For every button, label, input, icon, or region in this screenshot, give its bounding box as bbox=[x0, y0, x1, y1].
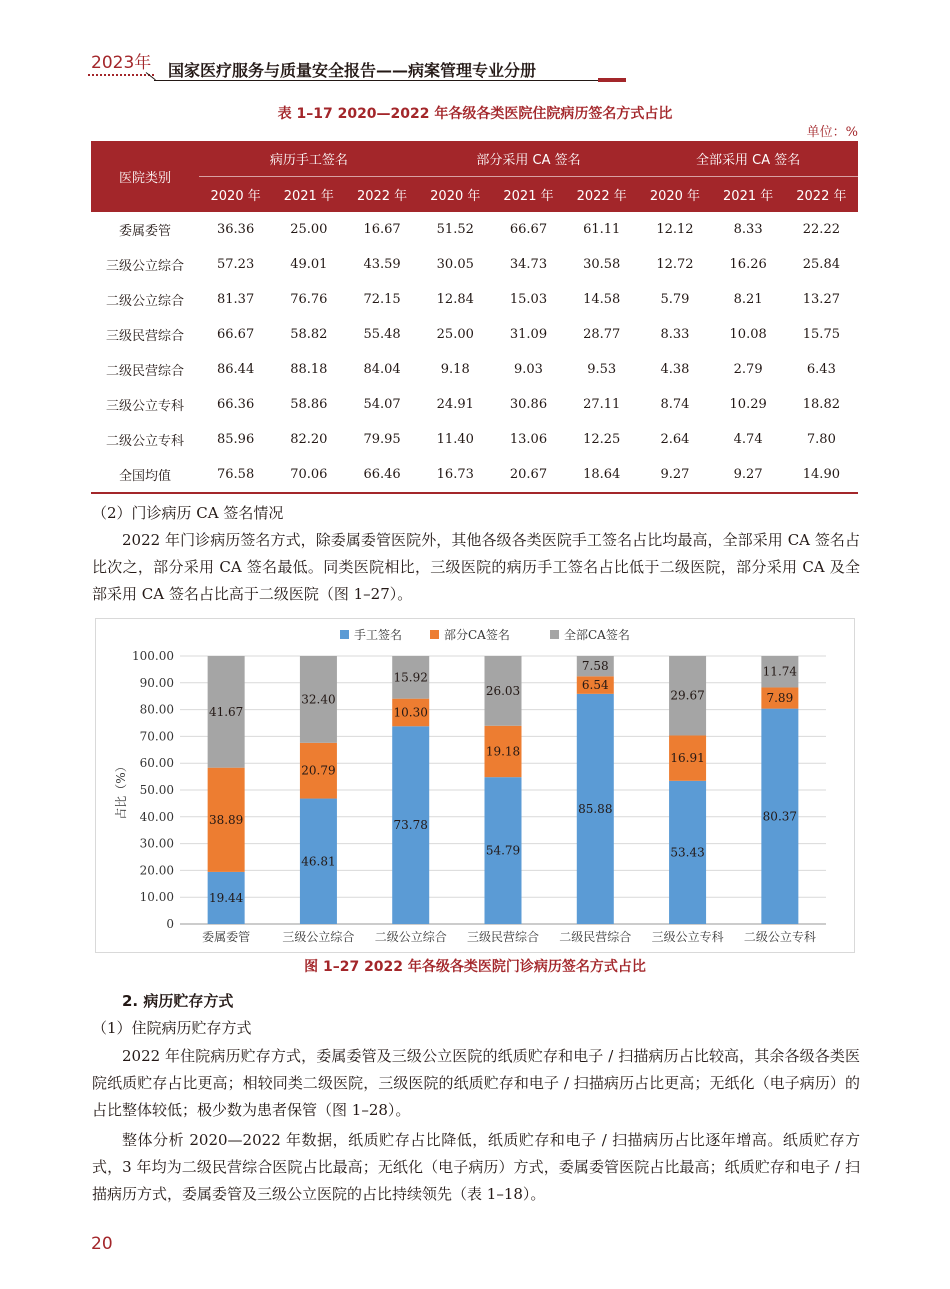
table-row-label: 委属委管 bbox=[118, 224, 171, 239]
table-cell: 79.95 bbox=[363, 432, 401, 447]
table-row bbox=[91, 422, 858, 457]
stacked-bar-chart bbox=[95, 618, 855, 953]
y-tick-label: 0 bbox=[166, 917, 174, 931]
data-label: 38.89 bbox=[208, 812, 244, 827]
x-tick-label: 三级公立综合 bbox=[282, 930, 355, 944]
data-label: 80.37 bbox=[762, 809, 798, 824]
table-header-year: 2021 年 bbox=[492, 177, 565, 213]
section-heading: （2）门诊病历 CA 签名情况 bbox=[92, 504, 284, 522]
table-cell: 5.79 bbox=[660, 292, 690, 307]
table-cell: 57.23 bbox=[217, 257, 255, 272]
table-row bbox=[91, 387, 858, 422]
table-cell: 27.11 bbox=[583, 397, 621, 412]
table-cell: 8.33 bbox=[733, 222, 763, 237]
table-cell: 11.40 bbox=[436, 432, 474, 447]
data-label: 20.79 bbox=[301, 763, 336, 778]
table-cell: 20.67 bbox=[492, 457, 565, 493]
section2-paragraph-2: 整体分析 2020—2022 年数据，纸质贮存占比降低，纸质贮存和电子 / 扫描病历占比逐年增高。纸质贮存方式，3 年均为二级民营综合医院占比最高；无纸化（电子病历）方式，委属委管医院占比最高；纸质贮存和电子 / 扫描病历方式，委属委管及三级公立医院的占比持续领先（表 1–18）。 bbox=[92, 1131, 860, 1203]
table-cell: 70.06 bbox=[272, 457, 345, 493]
data-label: 19.18 bbox=[485, 744, 521, 759]
table-cell: 25.84 bbox=[802, 257, 840, 272]
table-cell: 4.74 bbox=[733, 432, 763, 447]
table-cell: 14.58 bbox=[583, 292, 621, 307]
table-cell: 9.27 bbox=[712, 457, 785, 493]
data-label: 6.54 bbox=[581, 678, 609, 693]
table-cell: 51.52 bbox=[436, 222, 474, 237]
legend-label: 全部CA签名 bbox=[564, 628, 630, 642]
table-cell: 85.96 bbox=[217, 432, 255, 447]
table-cell: 81.37 bbox=[217, 292, 255, 307]
table-row-label: 二级民营综合 bbox=[105, 364, 184, 379]
table-cell: 30.58 bbox=[583, 257, 621, 272]
table-cell: 9.03 bbox=[514, 362, 543, 377]
y-tick-label: 100.00 bbox=[132, 649, 174, 663]
y-tick-label: 50.00 bbox=[139, 783, 174, 797]
chart-caption: 图 1–27 2022 年各级各类医院门诊病历签名方式占比 bbox=[304, 959, 646, 975]
table-cell: 58.86 bbox=[290, 397, 328, 412]
table-header-year: 2022 年 bbox=[785, 177, 858, 213]
table-row-label: 二级公立综合 bbox=[105, 294, 184, 309]
table-cell: 10.29 bbox=[729, 397, 767, 412]
table-cell: 84.04 bbox=[363, 362, 401, 377]
y-axis-label: 占比（%） bbox=[114, 760, 128, 820]
y-tick-label: 20.00 bbox=[139, 863, 174, 878]
table-cell: 6.43 bbox=[806, 362, 836, 377]
table-cell: 4.38 bbox=[660, 362, 690, 377]
table-row bbox=[91, 212, 858, 247]
data-label: 41.67 bbox=[208, 704, 244, 719]
table-cell: 43.59 bbox=[363, 257, 401, 272]
table-header-year: 2020 年 bbox=[638, 177, 711, 213]
y-tick-label: 30.00 bbox=[139, 836, 174, 851]
y-tick-label: 70.00 bbox=[139, 729, 174, 744]
table-header-year: 2022 年 bbox=[345, 177, 418, 213]
x-tick-label: 二级民营综合 bbox=[559, 930, 632, 944]
table-cell: 28.77 bbox=[583, 327, 621, 342]
data-label: 54.79 bbox=[485, 843, 521, 858]
data-label: 26.03 bbox=[485, 683, 521, 698]
legend-swatch bbox=[340, 630, 349, 639]
table-cell: 9.53 bbox=[587, 362, 617, 377]
table-cell: 72.15 bbox=[363, 292, 401, 307]
data-label: 11.74 bbox=[762, 664, 798, 679]
table-cell: 82.20 bbox=[290, 432, 328, 447]
table-row-label: 二级公立专科 bbox=[105, 434, 184, 449]
y-tick-label: 60.00 bbox=[139, 756, 174, 771]
table-cell: 2.64 bbox=[660, 432, 690, 447]
signature-table bbox=[91, 141, 858, 494]
table-cell: 25.00 bbox=[290, 222, 328, 237]
table-header-year: 2020 年 bbox=[419, 177, 492, 213]
table-row bbox=[91, 247, 858, 282]
header-dotted-rule bbox=[88, 74, 154, 76]
table-cell: 15.75 bbox=[802, 327, 840, 342]
table-row-label: 三级公立专科 bbox=[105, 399, 184, 414]
table-cell: 30.86 bbox=[509, 397, 548, 412]
table-cell: 12.25 bbox=[583, 432, 621, 447]
table-header-group: 部分采用 CA 签名 bbox=[419, 141, 639, 177]
table-row-label: 全国均值 bbox=[91, 457, 199, 493]
table-cell: 12.84 bbox=[436, 292, 474, 307]
data-label: 15.92 bbox=[393, 670, 428, 685]
y-tick-label: 80.00 bbox=[139, 702, 174, 717]
table-cell: 58.82 bbox=[290, 327, 328, 342]
table-caption: 表 1–17 2020—2022 年各级各类医院住院病历签名方式占比 bbox=[277, 106, 673, 122]
table-cell: 16.26 bbox=[729, 257, 767, 272]
section2-heading: 2. 病历贮存方式 bbox=[122, 992, 234, 1010]
table-cell: 66.67 bbox=[509, 222, 548, 237]
table-cell: 55.48 bbox=[363, 327, 401, 342]
data-label: 10.30 bbox=[393, 705, 428, 720]
table-cell: 24.91 bbox=[436, 397, 474, 412]
table-cell: 66.46 bbox=[345, 457, 418, 493]
table-header-group: 病历手工签名 bbox=[199, 141, 419, 177]
table-cell: 49.01 bbox=[290, 257, 328, 272]
table-cell: 12.12 bbox=[656, 222, 694, 237]
y-tick-label: 90.00 bbox=[139, 675, 174, 690]
table-cell: 7.80 bbox=[806, 432, 836, 447]
table-cell: 16.73 bbox=[419, 457, 492, 493]
table-cell: 16.67 bbox=[363, 222, 401, 237]
data-label: 19.44 bbox=[208, 890, 244, 905]
table-cell: 61.11 bbox=[583, 222, 621, 237]
x-tick-label: 二级公立综合 bbox=[374, 930, 447, 944]
x-tick-label: 三级公立专科 bbox=[651, 930, 724, 944]
x-tick-label: 三级民营综合 bbox=[466, 930, 540, 944]
table-row bbox=[91, 352, 858, 387]
data-label: 16.91 bbox=[670, 751, 705, 766]
table-cell: 13.27 bbox=[802, 292, 840, 307]
table-row-label: 三级公立综合 bbox=[105, 259, 184, 274]
table-cell: 8.21 bbox=[733, 292, 763, 307]
table-cell: 30.05 bbox=[436, 257, 474, 272]
table-cell: 66.36 bbox=[217, 397, 255, 412]
table-row bbox=[91, 317, 858, 352]
section2-paragraph-1: 2022 年住院病历贮存方式，委属委管及三级公立医院的纸质贮存和电子 / 扫描病历占比较高，其余各级各类医院纸质贮存占比更高；相较同类二级医院，三级医院的纸质贮存和电子 / 扫描病历占比更高；无纸化（电子病历）的占比整体较低；极少数为患者保管（图 1–28）。 bbox=[92, 1047, 860, 1119]
table-header-category: 医院类别 bbox=[91, 141, 199, 212]
table-cell: 22.22 bbox=[802, 222, 840, 237]
table-unit: 单位：% bbox=[806, 125, 858, 140]
table-header-year: 2021 年 bbox=[712, 177, 785, 213]
table-cell: 88.18 bbox=[290, 362, 328, 377]
table-cell: 8.74 bbox=[660, 397, 690, 412]
section-paragraph: 2022 年门诊病历签名方式，除委属委管医院外，其他各级各类医院手工签名占比均最高，全部采用 CA 签名占比次之，部分采用 CA 签名最低。同类医院相比，三级医院的病历手工签名占比低于二级医院，部分采用 CA 及全部采用 CA 签名占比高于二级医院（图 1–27）。 bbox=[92, 531, 860, 603]
table-cell: 9.18 bbox=[440, 362, 470, 377]
table-cell: 25.00 bbox=[436, 327, 474, 342]
data-label: 29.67 bbox=[670, 688, 705, 703]
table-header-group: 全部采用 CA 签名 bbox=[638, 141, 858, 177]
page-number: 20 bbox=[91, 1234, 113, 1254]
table-cell: 18.64 bbox=[565, 457, 638, 493]
table-cell: 13.06 bbox=[509, 432, 548, 447]
x-tick-label: 委属委管 bbox=[202, 930, 251, 944]
table-cell: 54.07 bbox=[363, 397, 401, 412]
data-label: 85.88 bbox=[578, 801, 613, 816]
table-cell: 8.33 bbox=[660, 327, 690, 342]
legend-label: 手工签名 bbox=[354, 628, 403, 642]
table-cell: 18.82 bbox=[802, 397, 840, 412]
legend-swatch bbox=[430, 630, 439, 639]
y-tick-label: 40.00 bbox=[139, 809, 174, 824]
data-label: 46.81 bbox=[301, 854, 336, 869]
table-cell: 66.67 bbox=[217, 327, 255, 342]
legend-swatch bbox=[550, 630, 559, 639]
table-header-year: 2022 年 bbox=[565, 177, 638, 213]
table-cell: 76.76 bbox=[290, 292, 328, 307]
table-cell: 86.44 bbox=[217, 362, 255, 377]
table-cell: 15.03 bbox=[509, 292, 548, 307]
table-cell: 36.36 bbox=[217, 222, 255, 237]
table-header-year: 2021 年 bbox=[272, 177, 345, 213]
x-tick-label: 二级公立专科 bbox=[743, 930, 816, 944]
table-row-label: 三级民营综合 bbox=[105, 329, 184, 344]
header-year: 2023年 bbox=[91, 53, 152, 73]
data-label: 32.40 bbox=[301, 692, 336, 707]
table-row bbox=[91, 282, 858, 317]
data-label: 7.58 bbox=[581, 659, 609, 674]
table-cell: 34.73 bbox=[509, 257, 548, 272]
data-label: 73.78 bbox=[393, 818, 428, 833]
table-cell: 14.90 bbox=[785, 457, 858, 493]
table-cell: 9.27 bbox=[638, 457, 711, 493]
table-cell: 31.09 bbox=[509, 327, 548, 342]
data-label: 53.43 bbox=[670, 845, 705, 860]
table-cell: 10.08 bbox=[729, 327, 767, 342]
header-accent-bar bbox=[598, 78, 626, 82]
table-row bbox=[91, 457, 858, 493]
legend-label: 部分CA签名 bbox=[444, 628, 510, 642]
table-cell: 2.79 bbox=[733, 362, 763, 377]
table-cell: 76.58 bbox=[199, 457, 272, 493]
table-cell: 12.72 bbox=[656, 257, 694, 272]
data-label: 7.89 bbox=[766, 691, 794, 706]
table-header-year: 2020 年 bbox=[199, 177, 272, 213]
header-title: 国家医疗服务与质量安全报告——病案管理专业分册 bbox=[168, 61, 537, 80]
y-tick-label: 10.00 bbox=[139, 890, 174, 905]
section2-subheading: （1）住院病历贮存方式 bbox=[92, 1019, 252, 1037]
